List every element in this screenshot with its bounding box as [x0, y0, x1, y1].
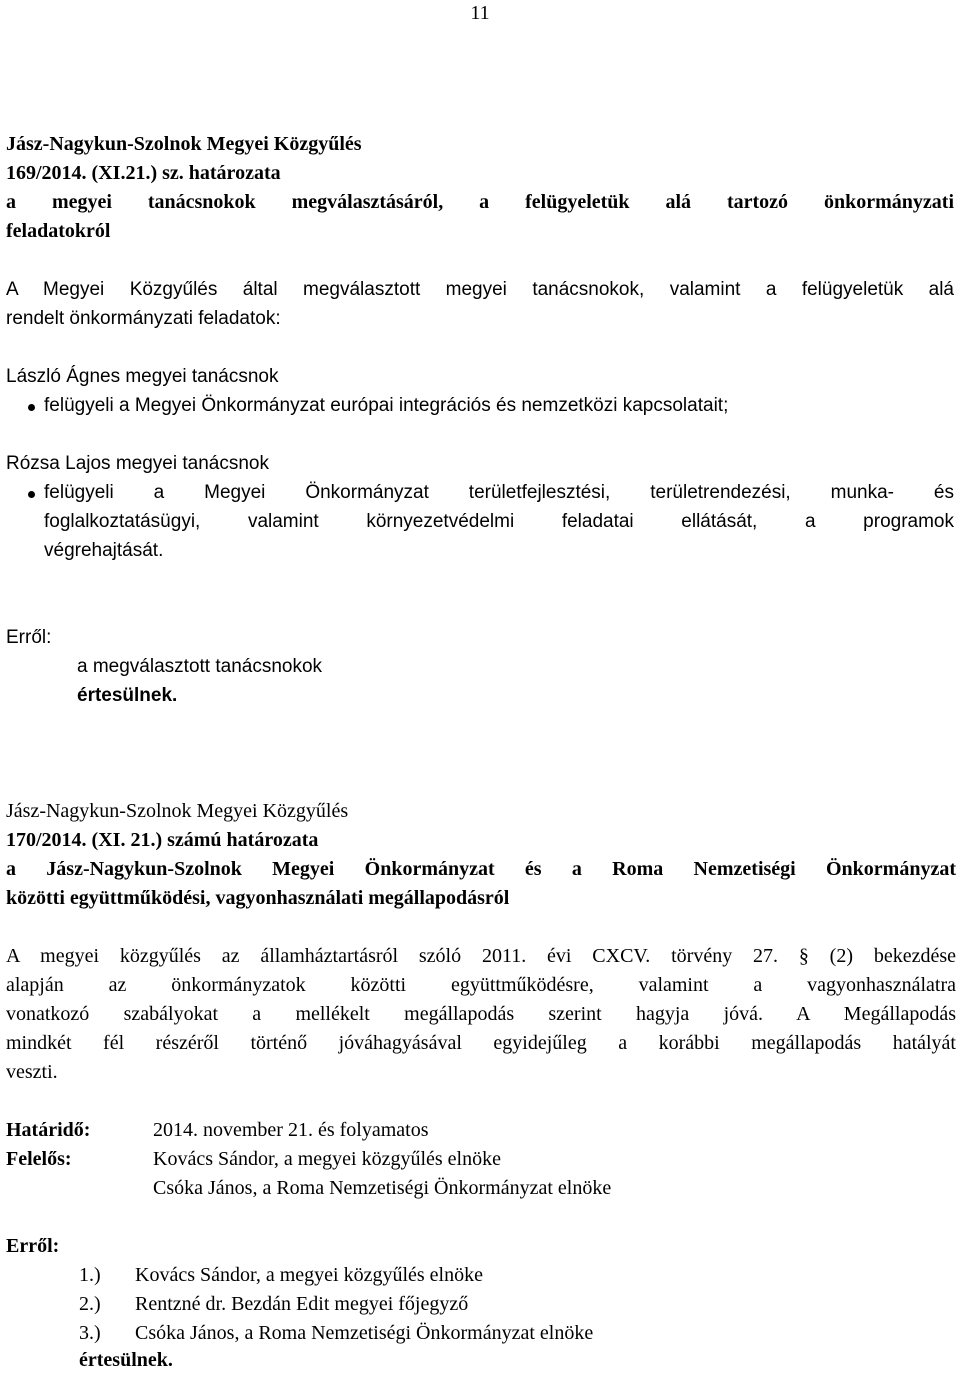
responsible-label: Felelős: [6, 1148, 72, 1170]
resolution-169-intro-line-2: rendelt önkormányzati feladatok: [6, 308, 281, 329]
resolution-170-body-name: Jász-Nagykun-Szolnok Megyei Közgyűlés [6, 800, 349, 822]
recipient-number: 3.) [79, 1322, 101, 1344]
resolution-170-body-line-1: A megyei közgyűlés az államháztartásról szóló 2011. évi CXCV. törvény 27. § (2) bekezdése [6, 945, 956, 967]
councillor-1-task: felügyeli a Megyei Önkormányzat európai integrációs és nemzetközi kapcsolatait; [44, 395, 729, 416]
resolution-170-body-line-5: veszti. [6, 1061, 58, 1083]
resolution-170-number [6, 826, 318, 855]
resolution-169-body-name: Jász-Nagykun-Szolnok Megyei Közgyűlés [6, 133, 362, 155]
responsible-1: Kovács Sándor, a megyei közgyűlés elnöke [153, 1148, 501, 1170]
councillor-2-task-line-3: végrehajtását. [44, 540, 164, 561]
responsible-2: Csóka János, a Roma Nemzetiségi Önkormányzat elnöke [153, 1177, 612, 1199]
councillor-2-task-line-1: felügyeli a Megyei Önkormányzat területfejlesztési, területrendezési, munka- és [44, 482, 954, 503]
bullet-icon [28, 491, 35, 498]
page-number: 11 [470, 2, 490, 24]
councillor-2-name: Rózsa Lajos megyei tanácsnok [6, 453, 269, 474]
resolution-170-number-part-1: 170/2014. (XI. 21.) [6, 829, 163, 851]
resolution-170-subject-line-1: a Jász-Nagykun-Szolnok Megyei Önkormányzat és a Roma Nemzetiségi Önkormányzat [6, 858, 956, 880]
recipient-name: Rentzné dr. Bezdán Edit megyei főjegyző [135, 1293, 469, 1315]
resolution-170-notify-closing: értesülnek. [79, 1349, 173, 1371]
bullet-icon [28, 404, 35, 411]
resolution-170-subject-line-2: közötti együttműködési, vagyonhasználati megállapodásról [6, 887, 510, 909]
recipient-number: 1.) [79, 1264, 101, 1286]
resolution-169-subject-line-2: feladatokról [6, 220, 111, 242]
resolution-169-notify-closing: értesülnek. [77, 685, 178, 706]
resolution-169-subject-line-1: a megyei tanácsnokok megválasztásáról, a felügyeletük alá tartozó önkormányzati [6, 191, 954, 213]
resolution-170-body-line-3: vonatkozó szabályokat a mellékelt megállapodás szerint hagyja jóvá. A Megállapodás [6, 1003, 956, 1025]
recipient-number: 2.) [79, 1293, 101, 1315]
resolution-169-notify-label: Erről: [6, 627, 52, 648]
recipient-name: Csóka János, a Roma Nemzetiségi Önkormányzat elnöke [135, 1322, 594, 1344]
councillor-1-name: László Ágnes megyei tanácsnok [6, 366, 279, 387]
resolution-170-number-part-2: számú határozata [162, 829, 319, 851]
resolution-170-notify-label: Erről: [6, 1235, 60, 1257]
resolution-169-number: 169/2014. (XI.21.) sz. határozata [6, 162, 281, 184]
resolution-169-notify-recipient: a megválasztott tanácsnokok [77, 656, 323, 677]
councillor-2-task-line-2: foglalkoztatásügyi, valamint környezetvédelmi feladatai ellátását, a programok [44, 511, 954, 532]
resolution-170-body-line-4: mindkét fél részéről történő jóváhagyásával egyidejűleg a korábbi megállapodás hatályát [6, 1032, 956, 1054]
recipient-name: Kovács Sándor, a megyei közgyűlés elnöke [135, 1264, 483, 1286]
deadline-label: Határidő: [6, 1119, 91, 1141]
resolution-169-intro-line-1: A Megyei Közgyűlés által megválasztott megyei tanácsnokok, valamint a felügyeletük alá [6, 279, 954, 300]
deadline-value: 2014. november 21. és folyamatos [153, 1119, 429, 1141]
resolution-170-body-line-2: alapján az önkormányzatok közötti együttműködésre, valamint a vagyonhasználatra [6, 974, 956, 996]
